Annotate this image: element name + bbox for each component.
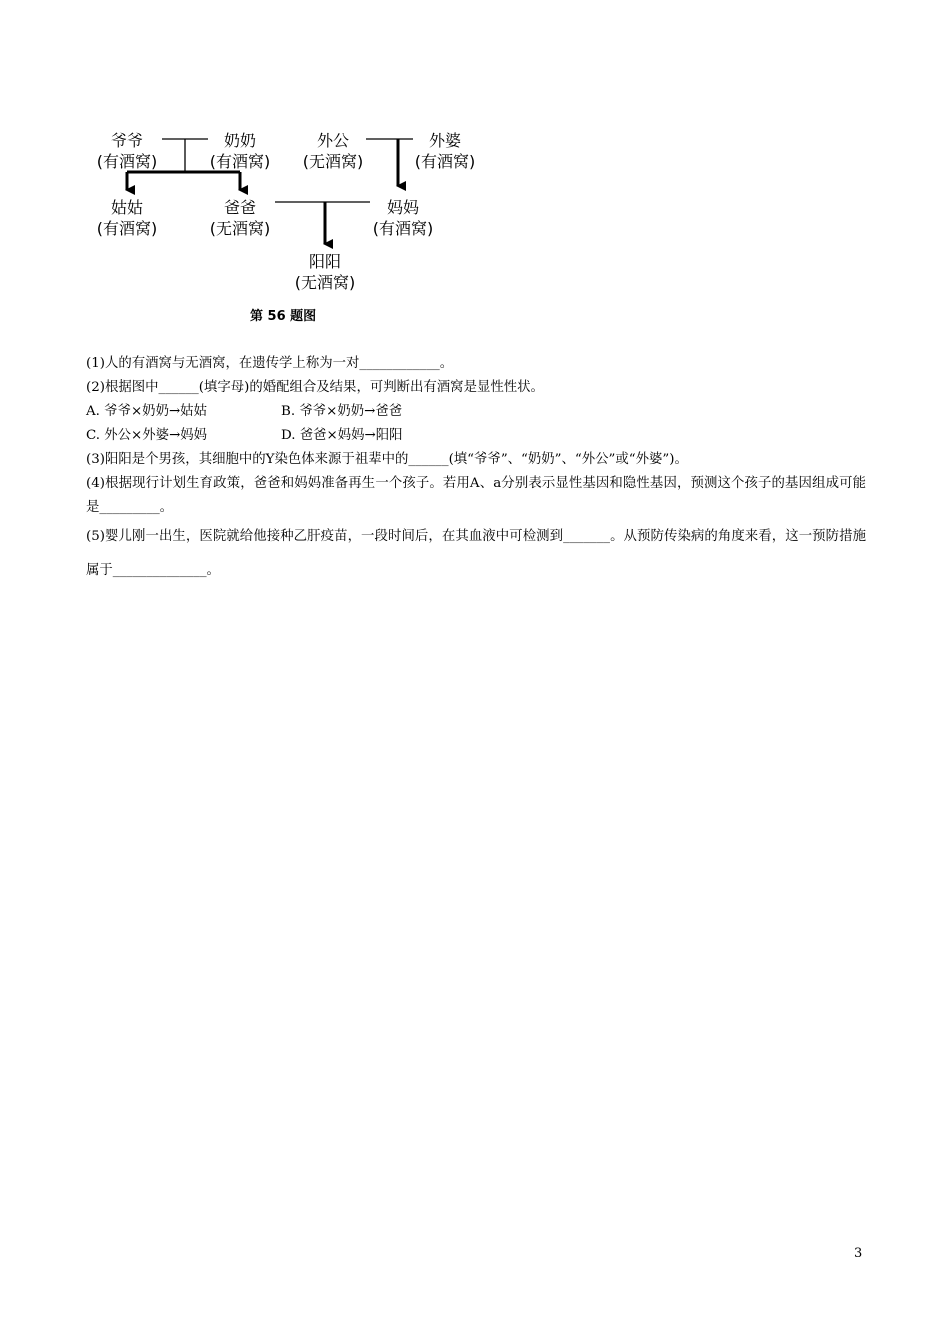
- node-trait: (有酒窝): [414, 152, 476, 171]
- node-name: 外婆: [428, 131, 461, 150]
- node-name: 爸爸: [223, 198, 256, 217]
- node-trait: (有酒窝): [209, 152, 271, 171]
- question-2: (2)根据图中______(填字母)的婚配组合及结果，可判断出有酒窝是显性性状。: [86, 380, 544, 395]
- question-4: (4)根据现行计划生育政策，爸爸和妈妈准备再生一个孩子。若用A、a分别表示显性基因和隐性基因，预测这个孩子的基因组成可能是_________。: [86, 476, 866, 515]
- options-row-2: [86, 424, 866, 448]
- node-name: 爷爷: [110, 131, 143, 150]
- question-3: (3)阳阳是个男孩，其细胞中的Y染色体来源于祖辈中的______(填“爷爷”、“奶奶”、“外公”或“外婆”)。: [86, 452, 688, 467]
- node-dad: [210, 197, 271, 239]
- option-b: B. 爷爷×奶奶→爸爸: [281, 404, 403, 419]
- node-grandma: [210, 130, 271, 172]
- node-trait: (有酒窝): [96, 219, 158, 238]
- node-mom: [373, 197, 434, 239]
- node-grandpa: [97, 130, 158, 172]
- node-trait: (无酒窝): [209, 219, 271, 238]
- page-number: 3: [854, 1246, 863, 1261]
- node-trait: (有酒窝): [372, 219, 434, 238]
- question-5: (5)婴儿刚一出生，医院就给他接种乙肝疫苗，一段时间后，在其血液中可检测到_______。从预防传染病的角度来看，这一预防措施属于______________。: [86, 529, 866, 578]
- node-name: 奶奶: [223, 131, 256, 150]
- pedigree-figure: [80, 120, 500, 330]
- node-trait: (有酒窝): [96, 152, 158, 171]
- node-trait: (无酒窝): [294, 273, 356, 292]
- question-1: (1)人的有酒窝与无酒窝，在遗传学上称为一对____________。: [86, 356, 454, 371]
- node-name: 姑姑: [110, 198, 143, 217]
- option-d: D. 爸爸×妈妈→阳阳: [281, 428, 403, 443]
- node-aunt: [97, 197, 158, 239]
- node-trait: (无酒窝): [302, 152, 364, 171]
- option-a: A. 爷爷×奶奶→姑姑: [86, 404, 207, 419]
- node-maternal-grandpa: [303, 130, 364, 172]
- node-maternal-grandma: [415, 130, 476, 172]
- option-c: C. 外公×外婆→妈妈: [86, 428, 208, 443]
- node-yangyang: [295, 251, 356, 293]
- options-row-1: [86, 400, 866, 424]
- question-block: [86, 352, 866, 588]
- node-name: 外公: [316, 131, 349, 150]
- node-name: 阳阳: [308, 252, 341, 271]
- node-name: 妈妈: [386, 198, 419, 217]
- figure-caption: 第 56 题图: [250, 309, 317, 324]
